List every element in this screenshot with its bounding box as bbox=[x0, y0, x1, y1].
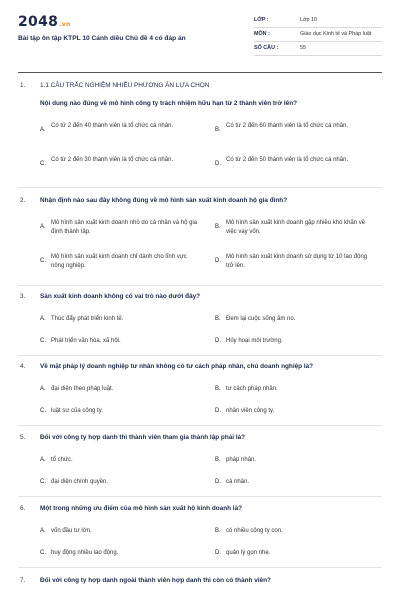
option-letter: B. bbox=[215, 528, 221, 534]
option-text: đại diện chính quyền. bbox=[51, 479, 109, 485]
option-letter: D. bbox=[215, 161, 221, 167]
option-text: Đem lại cuộc sống ấm no. bbox=[226, 316, 296, 322]
option-letter: C. bbox=[40, 338, 46, 344]
header-divider bbox=[18, 72, 382, 73]
option-letter: D. bbox=[215, 479, 221, 485]
meta-key: LỚP : bbox=[254, 17, 269, 23]
meta-info bbox=[254, 14, 382, 56]
question-number: 3. bbox=[20, 293, 26, 300]
option-text: có nhiều công ty con. bbox=[226, 528, 283, 534]
question-number: 4. bbox=[20, 363, 26, 370]
option-letter: B. bbox=[215, 316, 221, 322]
meta-row-subject bbox=[254, 28, 382, 42]
option-letter: D. bbox=[215, 550, 221, 556]
question-separator bbox=[18, 425, 382, 426]
option-letter: C. bbox=[40, 258, 46, 264]
logo-suffix: .vn bbox=[59, 21, 71, 28]
option-text: luật sư của công ty. bbox=[51, 408, 103, 414]
option-letter: A. bbox=[40, 457, 46, 463]
option-text: quản lý gọn nhẹ. bbox=[226, 550, 271, 556]
option-letter: A. bbox=[40, 386, 46, 392]
option-letter: B. bbox=[215, 127, 221, 133]
question-separator bbox=[18, 567, 382, 568]
option-text: tổ chức. bbox=[51, 457, 73, 463]
option-text: Có từ 2 đến 50 thành viên là tổ chức cá nhân. bbox=[226, 157, 349, 163]
meta-row-count bbox=[254, 42, 382, 56]
question-separator bbox=[18, 496, 382, 497]
option-text: pháp nhân. bbox=[226, 457, 257, 463]
meta-key: SỐ CÂU : bbox=[254, 45, 279, 51]
option-letter: A. bbox=[40, 528, 46, 534]
option-letter: B. bbox=[215, 224, 221, 230]
option-letter: A. bbox=[40, 224, 46, 230]
option-text: Thúc đẩy phát triển kinh tế. bbox=[51, 316, 124, 322]
option-text: tư cách pháp nhân. bbox=[226, 386, 278, 392]
option-text: Có từ 2 đến 60 thành viên là tổ chức cá nhân. bbox=[226, 123, 349, 129]
option-text: nhân viên công ty. bbox=[226, 408, 275, 414]
question-number: 6. bbox=[20, 505, 26, 512]
option-text: Có từ 2 đến 40 thành viên là tổ chức cá nhân. bbox=[51, 123, 174, 129]
option-letter: C. bbox=[40, 161, 46, 167]
option-text: cá nhân. bbox=[226, 479, 250, 485]
meta-value: 55 bbox=[300, 45, 306, 51]
option-letter: A. bbox=[40, 316, 46, 322]
document-header bbox=[18, 14, 382, 60]
question-text: Sản xuất kinh doanh không có vai trò nào dưới đây? bbox=[40, 293, 201, 300]
question-text: Nhận định nào sau đây không đúng về mô hình sản xuất kinh doanh hộ gia đình? bbox=[40, 197, 288, 204]
meta-value: Giáo dục Kinh tế và Pháp luật bbox=[300, 31, 372, 37]
meta-row-class bbox=[254, 14, 382, 28]
option-letter: B. bbox=[215, 457, 221, 463]
meta-value: Lớp 10 bbox=[300, 17, 318, 23]
option-text: Hủy hoại môi trường. bbox=[226, 338, 283, 344]
option-text: Mô hình sản xuất kinh doanh chỉ dành cho lĩnh vực nông nghiệp. bbox=[51, 254, 187, 269]
question-number: 5. bbox=[20, 434, 26, 441]
option-text: Mô hình sản xuất kinh doanh sử dụng từ 10 lao động trở lên. bbox=[226, 254, 368, 269]
option-letter: C. bbox=[40, 408, 46, 414]
option-text: vốn đầu tư lớn. bbox=[51, 528, 92, 534]
site-logo[interactable] bbox=[18, 14, 71, 30]
meta-key: MÔN : bbox=[254, 31, 270, 37]
option-letter: D. bbox=[215, 258, 221, 264]
question-text: Một trong những ưu điểm của mô hình sản xuất hộ kinh doanh là? bbox=[40, 505, 243, 512]
question-separator bbox=[18, 187, 382, 188]
option-text: Có từ 2 đến 30 thành viên là tổ chức cá nhân. bbox=[51, 157, 174, 163]
option-letter: D. bbox=[215, 338, 221, 344]
option-letter: A. bbox=[40, 127, 46, 133]
option-text: Phát triển văn hóa, xã hội. bbox=[51, 338, 121, 344]
logo-main: 2048 bbox=[18, 14, 59, 30]
question-text: Đối với công ty hợp danh ngoài thành viên hợp danh thì còn có thành viên? bbox=[40, 577, 271, 584]
option-letter: C. bbox=[40, 550, 46, 556]
option-text: Mô hình sản xuất kinh doanh nhỏ do cá nhân và hộ gia đình thành lập. bbox=[51, 220, 198, 235]
option-letter: C. bbox=[40, 479, 46, 485]
question-number: 1. bbox=[20, 82, 26, 89]
option-text: đại diện theo pháp luật. bbox=[51, 386, 114, 392]
question-number: 2. bbox=[20, 197, 26, 204]
option-letter: D. bbox=[215, 408, 221, 414]
question-text: Nội dung nào đúng về mô hình công ty trách nhiệm hữu hạn từ 2 thành viên trở lên? bbox=[40, 100, 298, 107]
option-text: Mô hình sản xuất kinh doanh gặp nhiều khó khăn về việc vay vốn. bbox=[226, 220, 366, 235]
question-number: 7. bbox=[20, 577, 26, 584]
question-separator bbox=[18, 355, 382, 356]
option-letter: B. bbox=[215, 386, 221, 392]
document-title: Bài tập ôn tập KTPL 10 Cánh diều Chủ đề 4 có đáp án bbox=[18, 35, 186, 42]
option-text: huy động nhiều lao động. bbox=[51, 550, 119, 556]
question-text: Về mặt pháp lý doanh nghiệp tư nhân không có tư cách pháp nhân, chủ doanh nghiệp là? bbox=[40, 363, 314, 370]
section-heading: 1.1 CÂU TRẮC NGHIỆM NHIỀU PHƯƠNG ÁN LỰA CHỌN bbox=[40, 82, 210, 89]
question-separator bbox=[18, 285, 382, 286]
question-text: Đối với công ty hợp danh thì thành viên tham gia thành lập phải là? bbox=[40, 434, 246, 441]
